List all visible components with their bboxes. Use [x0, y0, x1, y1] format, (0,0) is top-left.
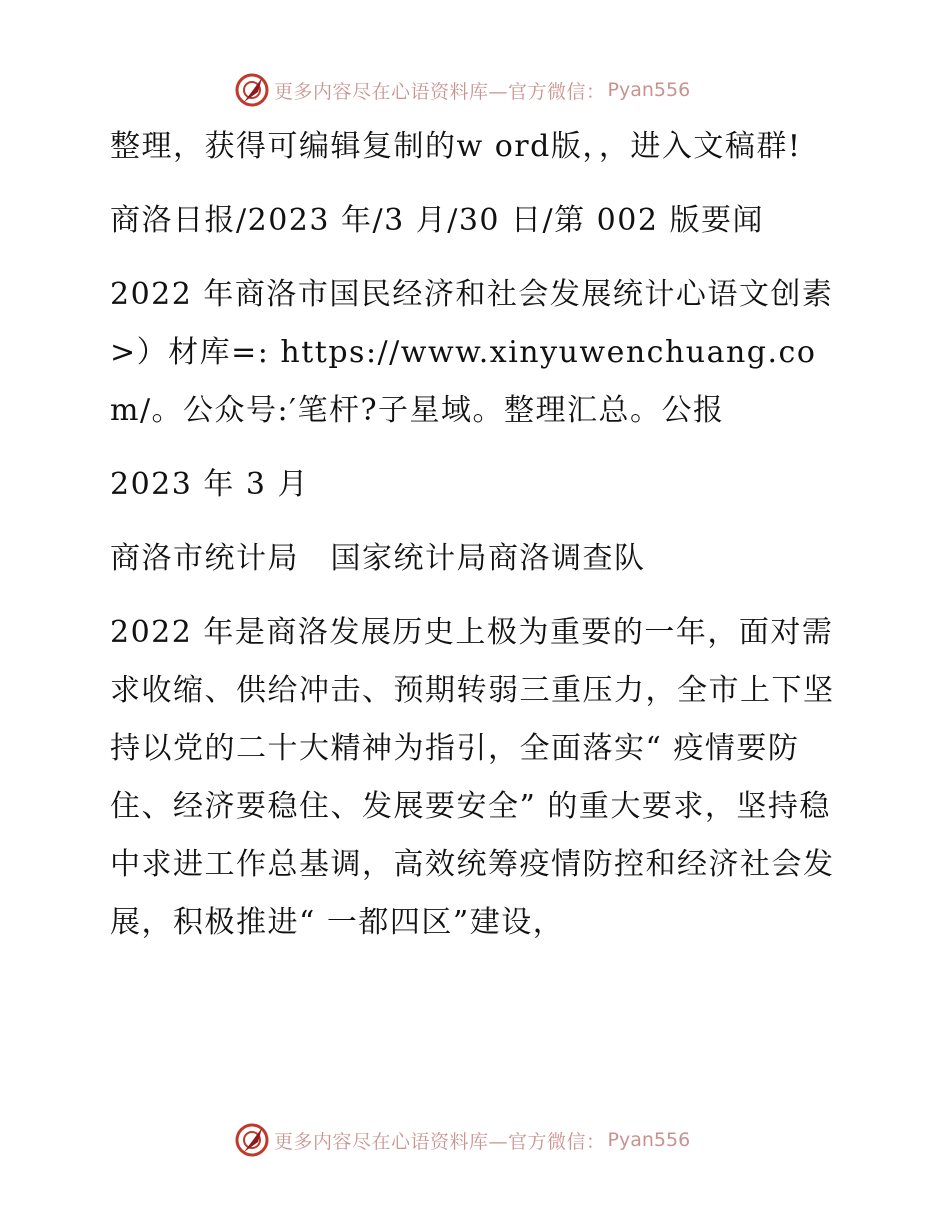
paragraph-source: 商洛日报/2023 年/3 月/30 日/第 002 版要闻 — [110, 203, 764, 238]
quill-logo-icon — [234, 72, 270, 108]
paragraph-title: 2022 年商洛市国民经济和社会发展统计心语文创素>）材库=: https://www.xinyuwenchuang.com/。公众号:′笔杆?子星域。整理汇总。公报 — [110, 277, 834, 428]
document-body — [96, 118, 856, 952]
watermark-text: 更多内容尽在心语资料库—官方微信： — [274, 1130, 606, 1153]
watermark-wechat-id: Pyan556 — [607, 1129, 691, 1151]
header-watermark — [234, 70, 690, 110]
footer-watermark — [234, 1120, 690, 1160]
watermark-text: 更多内容尽在心语资料库—官方微信： — [274, 80, 606, 103]
paragraph-body: 2022 年是商洛发展历史上极为重要的一年，面对需求收缩、供给冲击、预期转弱三重压力，全市上下坚持以党的二十大精神为指引，全面落实“ 疫情要防住、经济要稳住、发展要安全” 的重大要求，坚持稳中求进工作总基调，高效统筹疫情防控和经济社会发展，积极推进“ 一都四区”建设， — [110, 615, 835, 940]
paragraph-date: 2023 年 3 月 — [110, 467, 310, 502]
paragraph-intro: 整理，获得可编辑复制的w ord版，，进入文稿群! — [110, 129, 802, 164]
quill-logo-icon — [234, 1122, 270, 1158]
watermark-wechat-id: Pyan556 — [607, 79, 691, 101]
paragraph-issuer: 商洛市统计局 国家统计局商洛调查队 — [110, 541, 646, 576]
